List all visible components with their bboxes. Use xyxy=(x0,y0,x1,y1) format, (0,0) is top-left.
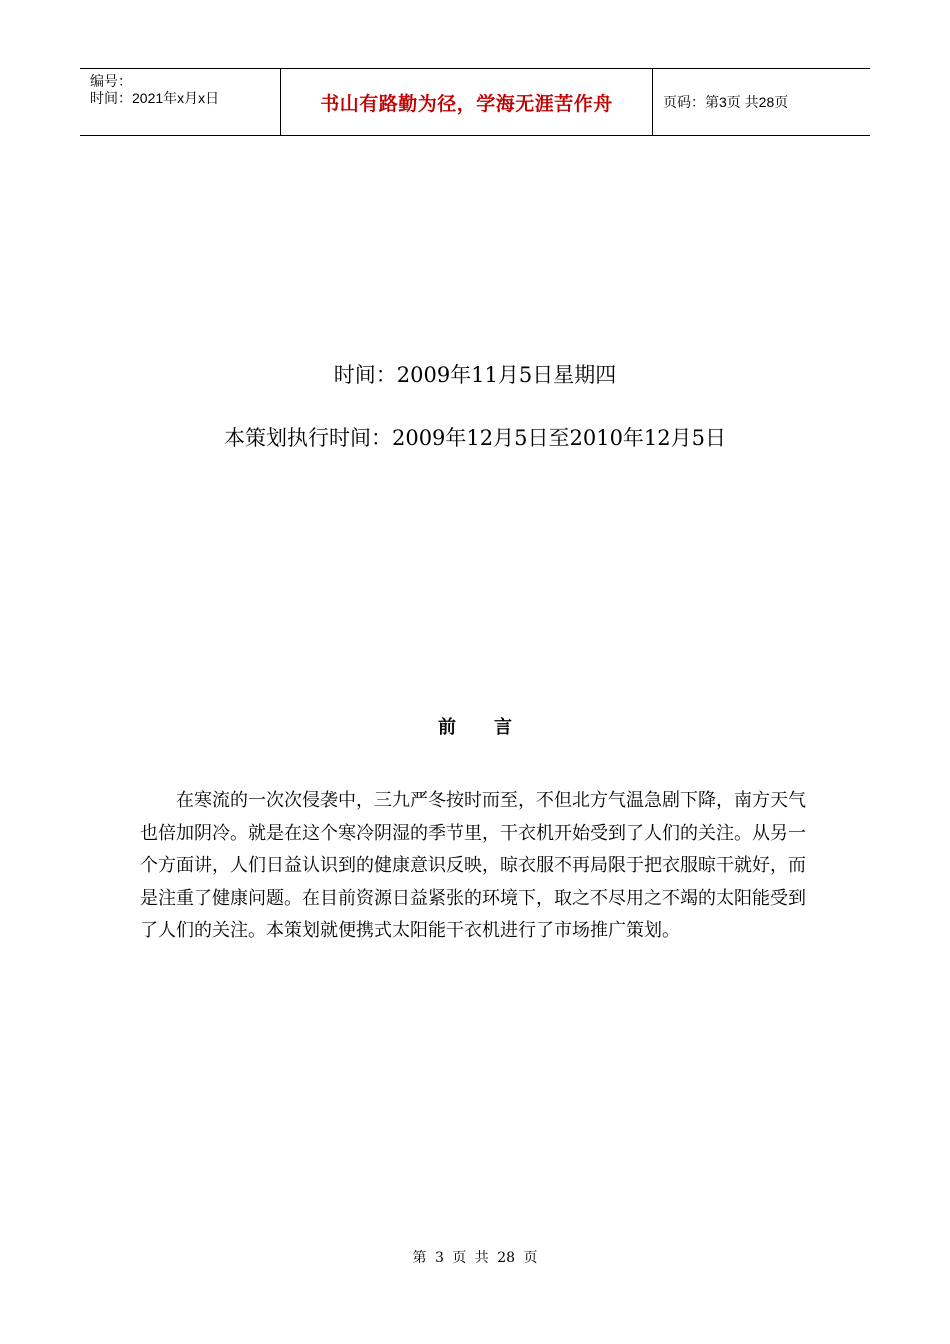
header-meta-cell xyxy=(80,69,281,135)
execution-period: 本策划执行时间：2009年12月5日至2010年12月5日 xyxy=(223,426,727,450)
page-footer: 第 3 页 共 28 页 xyxy=(412,1250,538,1266)
preface-title: 前言 xyxy=(438,717,550,738)
serial-number-label: 编号： xyxy=(90,73,132,89)
header-page-info: 页码：第3页 共28页 xyxy=(663,94,789,110)
header-motto: 书山有路勤为径，学海无涯苦作舟 xyxy=(281,69,653,135)
header-date: 时间：2021年x月x日 xyxy=(90,90,220,106)
preface-paragraph: 在寒流的一次次侵袭中，三九严冬按时而至，不但北方气温急剧下降，南方天气也倍加阴冷。就是在这个寒冷阴湿的季节里，干衣机开始受到了人们的关注。从另一个方面讲，人们日益认识到的健康意识反映，晾衣服不再局限于把衣服晾干就好，而是注重了健康问题。在目前资源日益紧张的环境下，取之不尽用之不竭的太阳能受到了人们的关注。本策划就便携式太阳能干衣机进行了市场推广策划。 xyxy=(140,790,806,941)
document-header xyxy=(80,68,870,136)
report-date: 时间：2009年11月5日星期四 xyxy=(333,363,617,387)
